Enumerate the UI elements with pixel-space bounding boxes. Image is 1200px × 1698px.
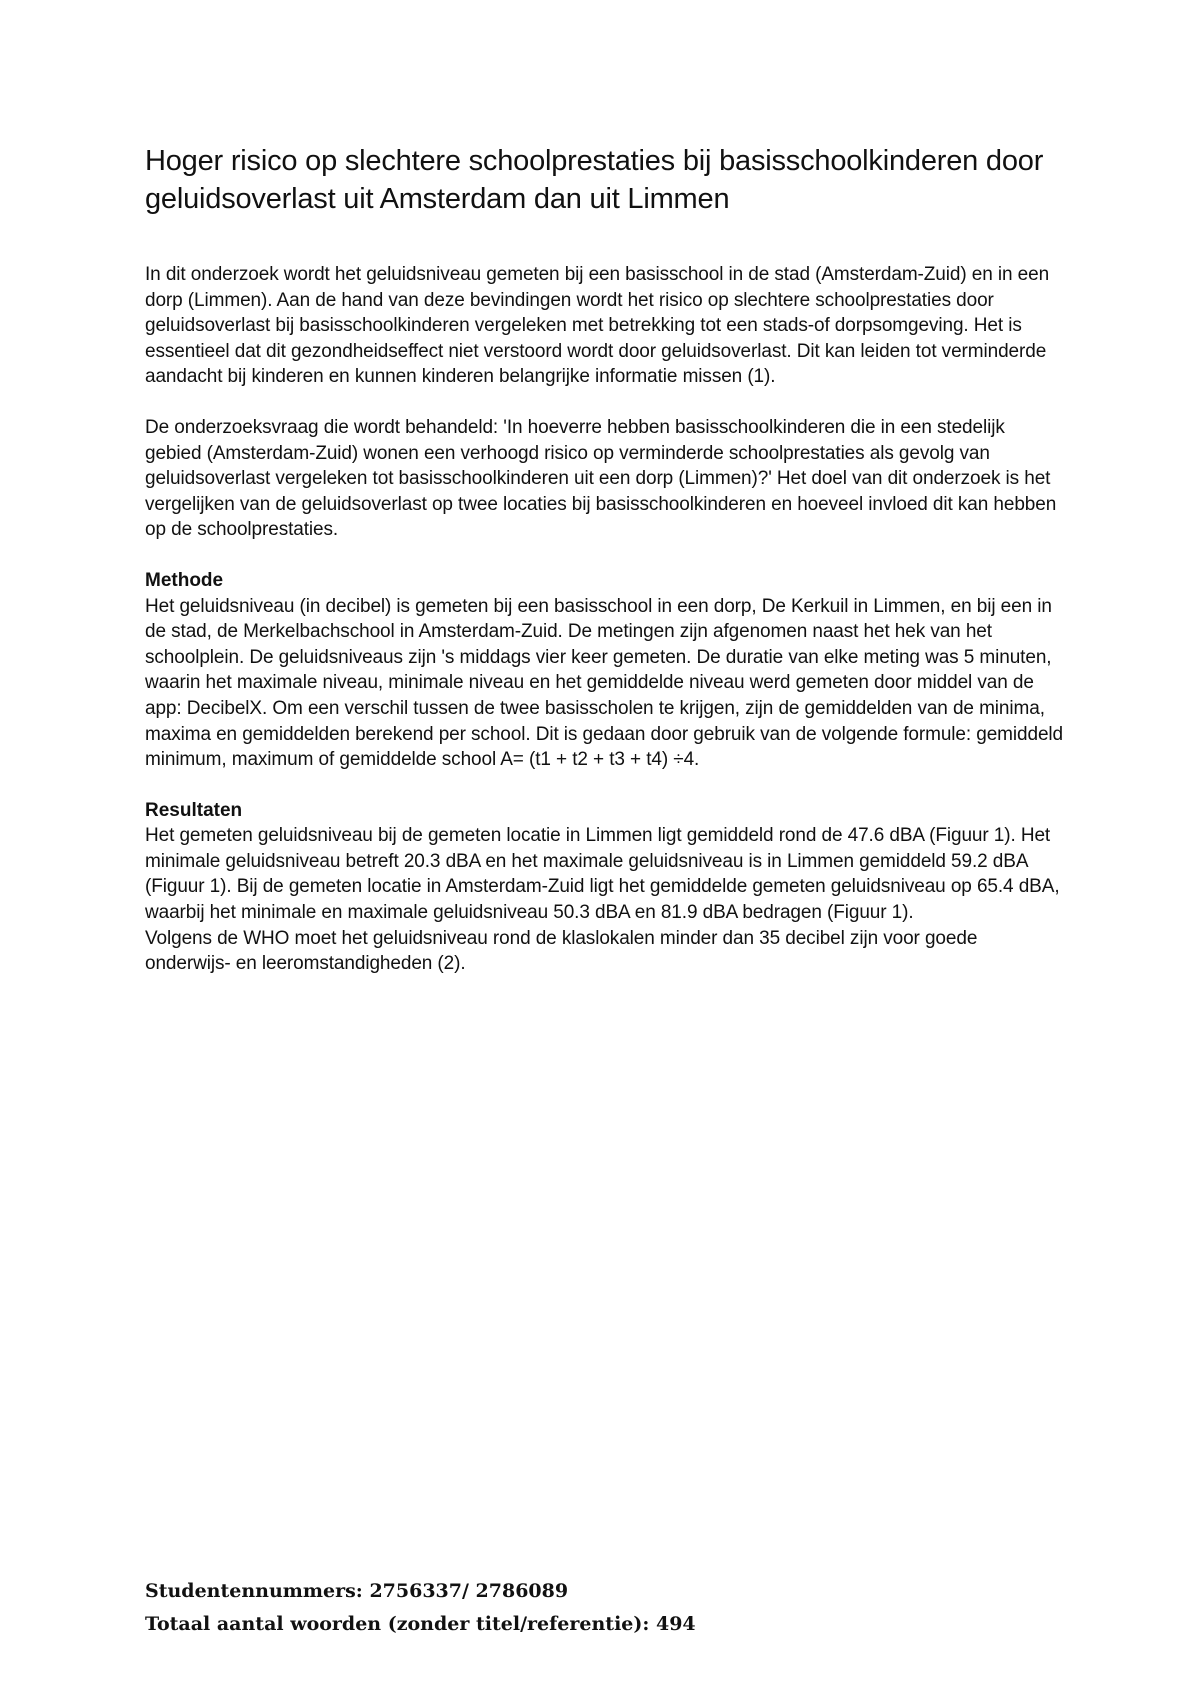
student-numbers: Studentennummers: 2756337/ 2786089: [145, 1580, 569, 1602]
document-page: [145, 142, 1065, 1002]
resultaten-body-1: Het gemeten geluidsniveau bij de gemeten locatie in Limmen ligt gemiddeld rond de 47.6 dBA (Figuur 1). Het minimale geluidsniveau betreft 20.3 dBA en het maximale geluidsniveau is in Limmen gemiddeld 59.2 dBA (Figuur 1). Bij de gemeten locatie in Amsterdam-Zuid ligt het gemiddelde gemeten geluidsniveau op 65.4 dBA, waarbij het minimale en maximale geluidsniveau 50.3 dBA en 81.9 dBA bedragen (Figuur 1).: [145, 825, 1060, 924]
resultaten-heading: Resultaten: [145, 799, 243, 821]
methode-section: [145, 568, 1065, 773]
resultaten-body-2: Volgens de WHO moet het geluidsniveau rond de klaslokalen minder dan 35 decibel zijn voor goede onderwijs- en leeromstandigheden (2).: [145, 927, 978, 975]
document-footer: [145, 1575, 1065, 1641]
resultaten-section: [145, 798, 1065, 977]
document-title: Hoger risico op slechtere schoolprestaties bij basisschoolkinderen door geluidsoverlast uit Amsterdam dan uit Limmen: [145, 145, 1044, 215]
methode-heading: Methode: [145, 569, 224, 591]
research-question-paragraph: De onderzoeksvraag die wordt behandeld: 'In hoeverre hebben basisschoolkinderen die in een stedelijk gebied (Amsterdam-Zuid) wonen een verhoogd risico op verminderde schoolprestaties als gevolg van geluidsoverlast vergeleken tot basisschoolkinderen uit een dorp (Limmen)?' Het doel van dit onderzoek is het vergelijken van de geluidsoverlast op twee locaties bij basisschoolkinderen en hoeveel invloed dit kan hebben op de schoolprestaties.: [145, 416, 1057, 541]
methode-body: Het geluidsniveau (in decibel) is gemeten bij een basisschool in een dorp, De Kerkuil in Limmen, en bij een in de stad, de Merkelbachschool in Amsterdam-Zuid. De metingen zijn afgenomen naast het hek van het schoolplein. De geluidsniveaus zijn 's middags vier keer gemeten. De duratie van elke meting was 5 minuten, waarin het maximale niveau, minimale niveau en het gemiddelde niveau werd gemeten door middel van de app: DecibelX. Om een verschil tussen de twee basisscholen te krijgen, zijn de gemiddelden van de minima, maxima en gemiddelden berekend per school. Dit is gedaan door gebruik van de volgende formule: gemiddeld minimum, maximum of gemiddelde school A= (t1 + t2 + t3 + t4) ÷4.: [145, 595, 1064, 771]
intro-paragraph: In dit onderzoek wordt het geluidsniveau gemeten bij een basisschool in de stad (Amsterdam-Zuid) en in een dorp (Limmen). Aan de hand van deze bevindingen wordt het risico op slechtere schoolprestaties door geluidsoverlast bij basisschoolkinderen vergeleken met betrekking tot een stads-of dorpsomgeving. Het is essentieel dat dit gezondheidseffect niet verstoord wordt door geluidsoverlast. Dit kan leiden tot verminderde aandacht bij kinderen en kunnen kinderen belangrijke informatie missen (1).: [145, 264, 1050, 388]
word-count: Totaal aantal woorden (zonder titel/referentie): 494: [145, 1613, 696, 1635]
